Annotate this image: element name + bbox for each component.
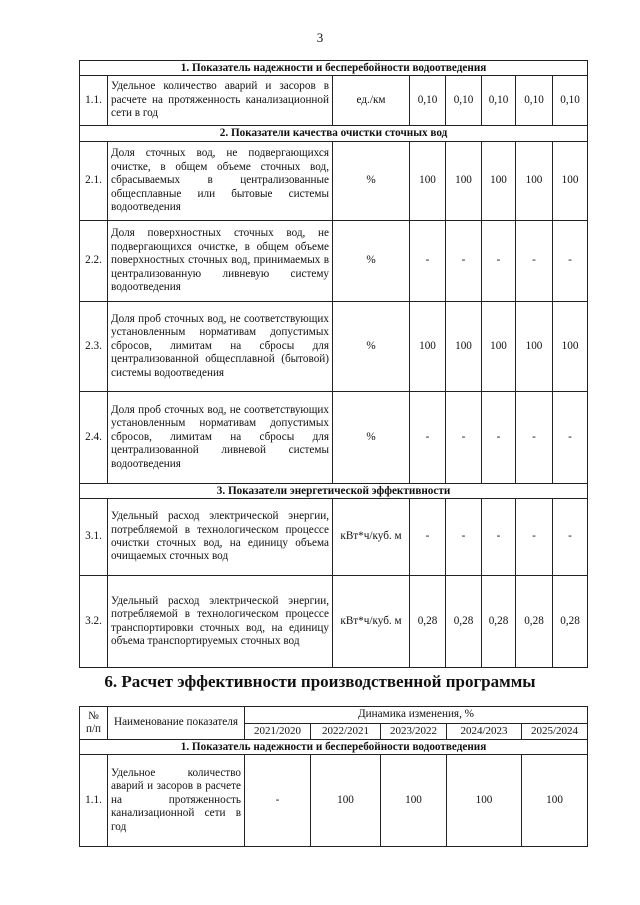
indicator-name: Удельный расход электрической энергии, потребляемой в технологическом процессе транспортировки сточных вод, на единицу объема транспортируемых сточных вод — [108, 576, 333, 668]
value-cell: 100 — [446, 302, 482, 392]
table-row — [80, 576, 588, 668]
value-cell: 100 — [553, 302, 588, 392]
year-header: 2022/2021 — [311, 724, 381, 740]
value-cell: 0,28 — [516, 576, 553, 668]
unit-cell: кВт*ч/куб. м — [333, 576, 410, 668]
value-cell: 100 — [447, 755, 522, 847]
value-cell: - — [446, 499, 482, 576]
value-cell: - — [410, 221, 446, 302]
value-cell: - — [482, 221, 516, 302]
value-cell: 100 — [553, 142, 588, 221]
table-row — [80, 755, 588, 847]
section-row — [80, 61, 588, 76]
section-title: 3. Показатели энергетической эффективности — [80, 484, 588, 499]
column-header-name: Наименование показателя — [108, 707, 245, 740]
value-cell: 100 — [446, 142, 482, 221]
table-row — [80, 392, 588, 484]
value-cell: - — [482, 499, 516, 576]
row-number: 2.3. — [80, 302, 108, 392]
value-cell: - — [482, 392, 516, 484]
page-number: 3 — [316, 30, 324, 45]
unit-cell: % — [333, 302, 410, 392]
section-heading: 6. Расчет эффективности производственной программы — [104, 672, 536, 691]
year-header: 2021/2020 — [245, 724, 311, 740]
value-cell: - — [446, 392, 482, 484]
table-row — [80, 302, 588, 392]
value-cell: - — [516, 499, 553, 576]
value-cell: - — [410, 499, 446, 576]
value-cell: 100 — [311, 755, 381, 847]
value-cell: 0,28 — [553, 576, 588, 668]
row-number: 1.1. — [80, 76, 108, 126]
indicator-name: Удельное количество аварий и засоров в расчете на протяженность канализационной сети в год — [108, 755, 245, 847]
indicators-table — [79, 60, 588, 668]
value-cell: 0,10 — [446, 76, 482, 126]
value-cell: 100 — [410, 142, 446, 221]
table-row — [80, 221, 588, 302]
row-number: 3.2. — [80, 576, 108, 668]
value-cell: 100 — [482, 142, 516, 221]
column-header-dynamics: Динамика изменения, % — [245, 707, 588, 724]
indicator-name: Доля проб сточных вод, не соответствующих установленным нормативам допустимых сбросов, лимитам на сбросы для централизованной общесплавной (бытовой) системы водоотведения — [108, 302, 333, 392]
section-title: 2. Показатели качества очистки сточных вод — [80, 126, 588, 142]
value-cell: 100 — [522, 755, 588, 847]
value-cell: 100 — [381, 755, 447, 847]
table-row — [80, 499, 588, 576]
value-cell: 0,10 — [482, 76, 516, 126]
column-header-number: № п/п — [80, 707, 108, 740]
value-cell: 100 — [516, 142, 553, 221]
unit-cell: % — [333, 392, 410, 484]
value-cell: - — [553, 392, 588, 484]
value-cell: - — [410, 392, 446, 484]
value-cell: - — [446, 221, 482, 302]
section-title: 1. Показатель надежности и бесперебойности водоотведения — [80, 740, 588, 755]
row-number: 2.1. — [80, 142, 108, 221]
unit-cell: кВт*ч/куб. м — [333, 499, 410, 576]
indicator-name: Доля поверхностных сточных вод, не подвергающихся очистке, в общем объеме поверхностных сточных вод, принимаемых в централизованную ливневую систему водоотведения — [108, 221, 333, 302]
value-cell: 0,10 — [553, 76, 588, 126]
row-number: 2.2. — [80, 221, 108, 302]
table-row — [80, 76, 588, 126]
unit-cell: % — [333, 142, 410, 221]
section-row — [80, 126, 588, 142]
value-cell: 0,10 — [410, 76, 446, 126]
value-cell: - — [553, 221, 588, 302]
value-cell: 0,28 — [410, 576, 446, 668]
indicator-name: Удельное количество аварий и засоров в расчете на протяженность канализационной сети в год — [108, 76, 333, 126]
value-cell: - — [516, 221, 553, 302]
row-number: 2.4. — [80, 392, 108, 484]
row-number: 1.1. — [80, 755, 108, 847]
efficiency-table — [79, 706, 588, 847]
value-cell: 100 — [410, 302, 446, 392]
row-number: 3.1. — [80, 499, 108, 576]
section-row — [80, 484, 588, 499]
unit-cell: % — [333, 221, 410, 302]
value-cell: 100 — [482, 302, 516, 392]
year-header: 2025/2024 — [522, 724, 588, 740]
unit-cell: ед./км — [333, 76, 410, 126]
year-header: 2024/2023 — [447, 724, 522, 740]
value-cell: 0,10 — [516, 76, 553, 126]
indicator-name: Удельный расход электрической энергии, потребляемой в технологическом процессе очистки сточных вод, на единицу объема очищаемых сточных вод — [108, 499, 333, 576]
value-cell: - — [245, 755, 311, 847]
value-cell: - — [553, 499, 588, 576]
value-cell: - — [516, 392, 553, 484]
value-cell: 0,28 — [446, 576, 482, 668]
year-header: 2023/2022 — [381, 724, 447, 740]
indicator-name: Доля проб сточных вод, не соответствующих установленным нормативам допустимых сбросов, лимитам на сбросы для централизованной ливневой системы водоотведения — [108, 392, 333, 484]
section-title: 1. Показатель надежности и бесперебойности водоотведения — [80, 61, 588, 76]
indicator-name: Доля сточных вод, не подвергающихся очистке, в общем объеме сточных вод, сбрасываемых в централизованные общесплавные или бытовые системы водоотведения — [108, 142, 333, 221]
value-cell: 0,28 — [482, 576, 516, 668]
table-row — [80, 142, 588, 221]
value-cell: 100 — [516, 302, 553, 392]
